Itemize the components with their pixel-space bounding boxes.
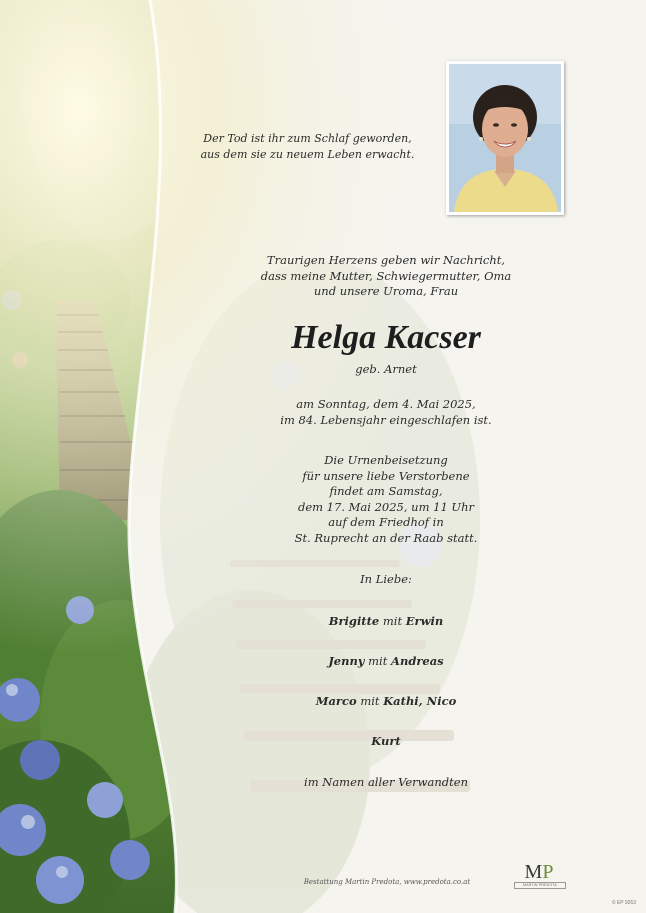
funeral-line-6: St. Ruprecht an der Raab statt.	[294, 530, 478, 545]
birth-name: geb. Arnet	[355, 362, 417, 376]
funeral-line-4: dem 17. Mai 2025, um 11 Uhr	[297, 499, 475, 514]
logo-mark	[514, 861, 564, 883]
logo-letter-m: M	[524, 861, 543, 883]
family-connector: mit	[368, 654, 388, 668]
family-partner-name: Andreas	[391, 654, 444, 668]
family-connector: mit	[360, 694, 380, 708]
family-entry	[236, 733, 536, 749]
in-love-heading: In Liebe:	[360, 572, 412, 586]
logo-subtitle: MARTIN PREDOTA	[514, 882, 566, 889]
death-line-1: am Sonntag, dem 4. Mai 2025,	[296, 397, 476, 411]
family-connector: mit	[382, 614, 403, 628]
memorial-quote	[170, 131, 445, 163]
funeral-line-1: Die Urnenbeisetzung	[324, 453, 448, 467]
portrait-photo	[446, 61, 564, 215]
logo-letter-p: P	[542, 861, 554, 883]
family-entry	[236, 693, 536, 709]
announcement-intro	[236, 253, 536, 300]
family-member-name: Jenny	[328, 654, 365, 668]
print-code: © EP 9263	[611, 900, 636, 906]
family-member-name: Marco	[315, 694, 357, 708]
intro-line-3: und unsere Uroma, Frau	[313, 284, 459, 298]
family-member-name: Brigitte	[328, 614, 380, 628]
funeral-home-credit: Bestattung Martin Predota, www.predota.co.at	[303, 878, 471, 886]
funeral-line-5: auf dem Friedhof in	[328, 515, 444, 529]
deceased-name: Helga Kacser	[291, 319, 481, 356]
family-member-name: Kurt	[371, 734, 401, 748]
family-partner-name: Kathi, Nico	[383, 694, 457, 708]
funeral-details	[236, 453, 536, 546]
closing-line: im Namen aller Verwandten	[304, 775, 468, 789]
portrait-image	[446, 61, 564, 215]
intro-line-2: dass meine Mutter, Schwiegermutter, Oma	[260, 268, 512, 283]
family-entry	[236, 653, 536, 669]
funeral-line-2: für unsere liebe Verstorbene	[302, 468, 470, 483]
family-partner-name: Erwin	[405, 614, 444, 628]
funeral-home-logo	[514, 861, 564, 891]
funeral-line-3: findet am Samstag,	[329, 484, 443, 498]
death-line-2: im 84. Lebensjahr eingeschlafen ist.	[280, 412, 492, 427]
family-entry	[236, 613, 536, 629]
death-notice	[236, 397, 536, 428]
quote-line-1: Der Tod ist ihr zum Schlaf geworden,	[203, 132, 412, 145]
intro-line-1: Traurigen Herzens geben wir Nachricht,	[266, 253, 506, 267]
quote-line-2: aus dem sie zu neuem Leben erwacht.	[200, 148, 415, 161]
